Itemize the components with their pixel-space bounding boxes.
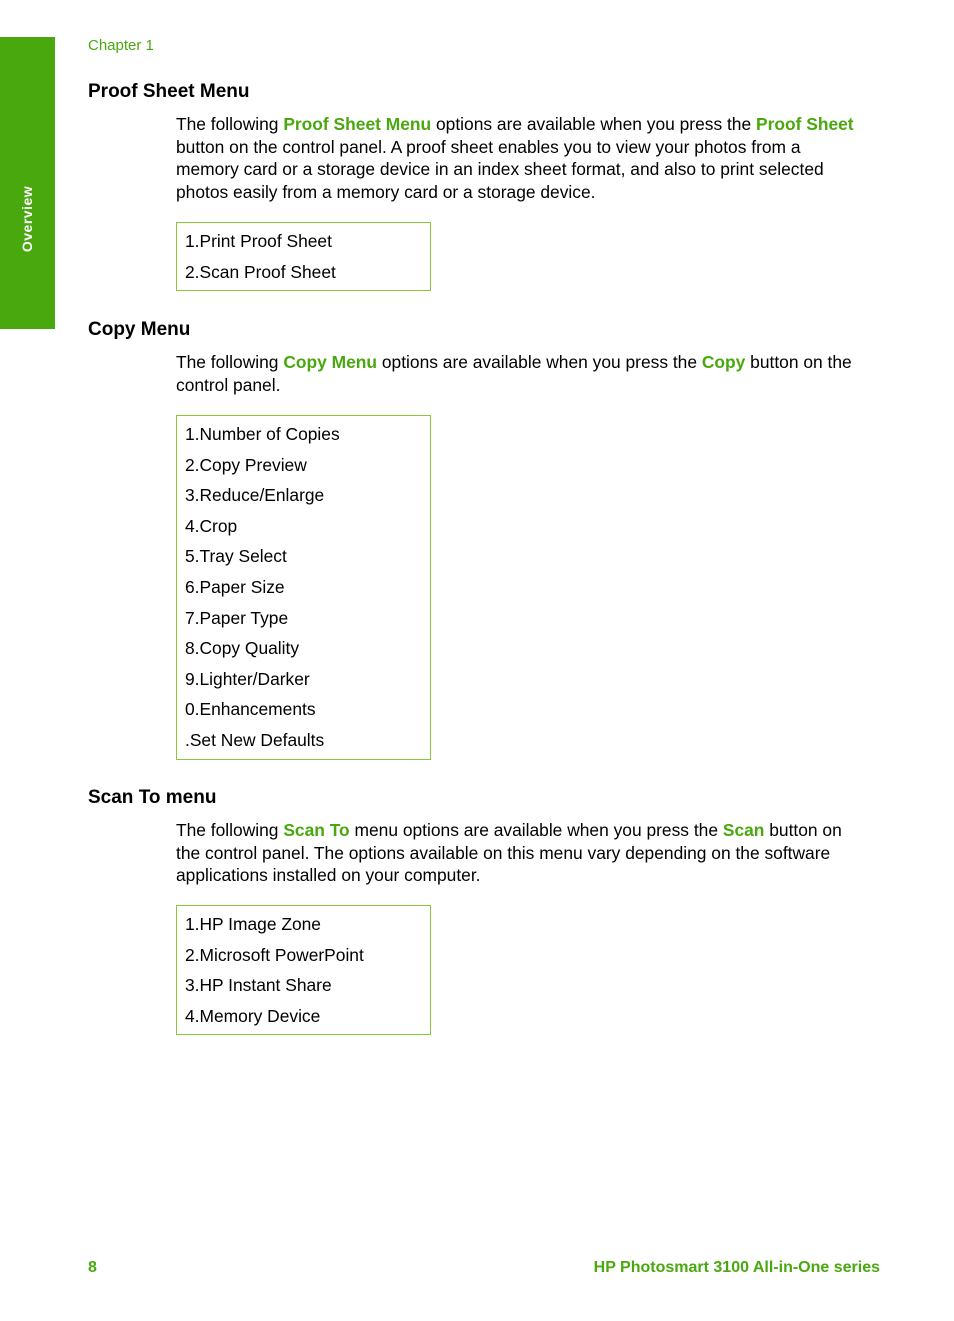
product-title: HP Photosmart 3100 All-in-One series [593,1259,880,1276]
copy-menu-heading: Copy Menu [88,319,191,340]
menu-item-lighter-darker: 9.Lighter/Darker [185,668,310,689]
proof-sheet-button-keyword: Proof Sheet [755,114,854,134]
menu-item-set-new-defaults: .Set New Defaults [185,729,325,750]
side-tab-label: Overview [19,185,35,253]
menu-item-number-of-copies: 1.Number of Copies [185,424,340,444]
menu-item-memory-device: 4.Memory Device [185,1005,321,1026]
menu-item-scan-proof-sheet: 2.Scan Proof Sheet [185,261,336,282]
menu-item-reduce-enlarge: 3.Reduce/Enlarge [185,485,325,506]
page-number: 8 [88,1259,97,1276]
scan-to-heading: Scan To menu [88,787,217,808]
scan-to-paragraph: The following Scan To menu options are available when you press the Scan button on the control panel. The options available on this menu vary depending on the software applications installed on your computer. [176,820,842,885]
proof-sheet-menu-list [176,222,431,291]
scan-to-keyword: Scan To [283,820,350,840]
copy-button-keyword: Copy [701,352,746,372]
side-tab [0,37,55,329]
menu-item-microsoft-powerpoint: 2.Microsoft PowerPoint [185,944,364,965]
menu-item-paper-size: 6.Paper Size [185,576,285,597]
menu-item-copy-quality: 8.Copy Quality [185,638,300,659]
copy-menu-list [176,415,431,760]
chapter-label: Chapter 1 [88,37,154,54]
menu-item-crop: 4.Crop [185,515,238,536]
scan-button-keyword: Scan [722,820,765,840]
menu-item-paper-type: 7.Paper Type [185,607,289,628]
menu-item-hp-instant-share: 3.HP Instant Share [185,975,332,996]
proof-sheet-menu-keyword: Proof Sheet Menu [283,114,432,134]
scan-to-menu-list [176,905,431,1035]
menu-item-enhancements: 0.Enhancements [185,699,316,720]
menu-item-copy-preview: 2.Copy Preview [185,454,307,475]
proof-sheet-paragraph: The following Proof Sheet Menu options are available when you press the Proof Sheet button on the control panel. A proof sheet enables you to view your photos from a memory card or a storage device in an index sheet format, and also to print selected photos easily from a memory card or a storage device. [176,114,854,202]
copy-menu-keyword: Copy Menu [283,352,378,372]
copy-menu-paragraph: The following Copy Menu options are available when you press the Copy button on the control panel. [176,352,852,395]
menu-item-hp-image-zone: 1.HP Image Zone [185,914,321,934]
menu-item-print-proof-sheet: 1.Print Proof Sheet [185,231,332,251]
menu-item-tray-select: 5.Tray Select [185,546,287,567]
proof-sheet-heading: Proof Sheet Menu [88,81,250,102]
